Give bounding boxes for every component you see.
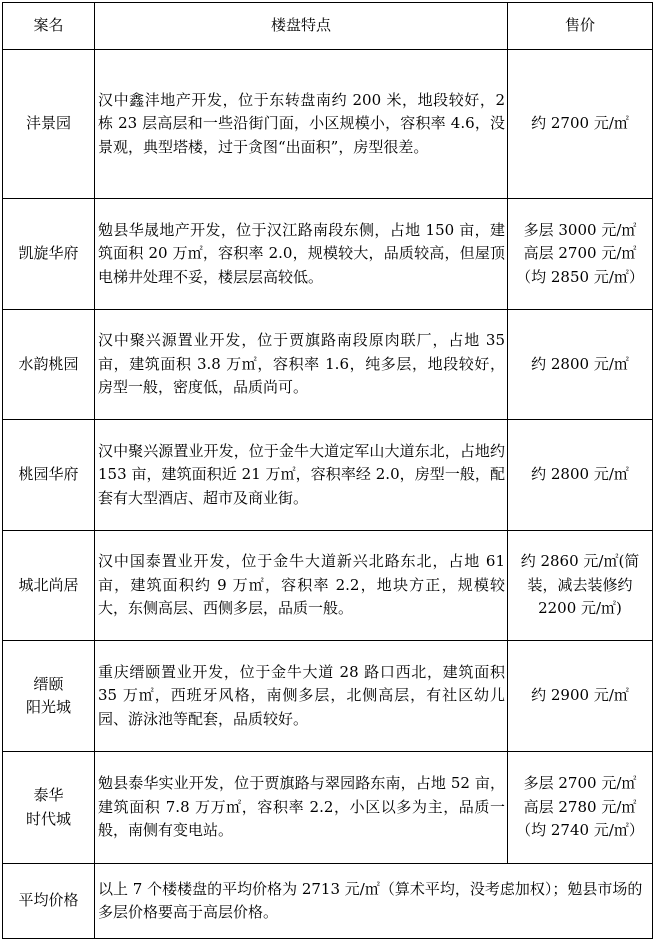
property-features: 汉中鑫沣地产开发，位于东转盘南约 200 米，地段较好，2 栋 23 层高层和一些沿街门面，小区规模小，容积率 4.6，没景观，典型塔楼，过于贪图“出面积”，房型很差。	[95, 50, 508, 199]
summary-label: 平均价格	[3, 864, 95, 939]
property-price: 约 2900 元/㎡	[508, 641, 653, 752]
property-price: 约 2700 元/㎡	[508, 50, 653, 199]
property-name: 凯旋华府	[3, 199, 95, 310]
property-name: 桃园华府	[3, 420, 95, 531]
table-row	[3, 752, 653, 864]
property-features: 勉县华晟地产开发，位于汉江路南段东侧，占地 150 亩，建筑面积 20 万㎡，容积率 2.0，规模较大，品质较高，但屋顶电梯井处理不妥，楼层层高较低。	[95, 199, 508, 310]
table-row	[3, 50, 653, 199]
property-features: 重庆缙颐置业开发，位于金牛大道 28 路口西北，建筑面积 35 万㎡，西班牙风格，南侧多层，北侧高层，有社区幼儿园、游泳池等配套，品质较好。	[95, 641, 508, 752]
table-row	[3, 420, 653, 531]
property-name: 水韵桃园	[3, 310, 95, 420]
header-name: 案名	[3, 3, 95, 50]
property-name: 城北尚居	[3, 531, 95, 641]
table-row	[3, 641, 653, 752]
table-row	[3, 531, 653, 641]
table-row	[3, 199, 653, 310]
property-features: 汉中国泰置业开发，位于金牛大道新兴北路东北，占地 61 亩，建筑面积约 9 万㎡，容积率 2.2，地块方正，规模较大，东侧高层、西侧多层，品质一般。	[95, 531, 508, 641]
property-price: 多层 3000 元/㎡ 高层 2700 元/㎡ （均 2850 元/㎡）	[508, 199, 653, 310]
property-features: 勉县泰华实业开发，位于贾旗路与翠园路东南，占地 52 亩，建筑面积 7.8 万万㎡，容积率 2.2，小区以多为主，品质一般，南侧有变电站。	[95, 752, 508, 864]
header-row	[3, 3, 653, 50]
table-row	[3, 310, 653, 420]
property-price: 多层 2700 元/㎡ 高层 2780 元/㎡ （均 2740 元/㎡）	[508, 752, 653, 864]
summary-row	[3, 864, 653, 939]
property-price: 约 2800 元/㎡	[508, 420, 653, 531]
property-features: 汉中聚兴源置业开发，位于金牛大道定军山大道东北，占地约 153 亩，建筑面积近 21 万㎡，容积率经 2.0，房型一般，配套有大型酒店、超市及商业街。	[95, 420, 508, 531]
summary-text: 以上 7 个楼楼盘的平均价格为 2713 元/㎡（算术平均，没考虑加权）；勉县市场的多层价格要高于高层价格。	[95, 864, 653, 939]
property-price: 约 2800 元/㎡	[508, 310, 653, 420]
property-features: 汉中聚兴源置业开发，位于贾旗路南段原肉联厂，占地 35 亩，建筑面积 3.8 万㎡，容积率 1.6，纯多层，地段较好，房型一般，密度低，品质尚可。	[95, 310, 508, 420]
property-table	[2, 2, 653, 939]
header-features: 楼盘特点	[95, 3, 508, 50]
header-price: 售价	[508, 3, 653, 50]
property-price: 约 2860 元/㎡(简 装，减去装修约 2200 元/㎡)	[508, 531, 653, 641]
property-name: 沣景园	[3, 50, 95, 199]
property-name: 泰华 时代城	[3, 752, 95, 864]
property-name: 缙颐 阳光城	[3, 641, 95, 752]
